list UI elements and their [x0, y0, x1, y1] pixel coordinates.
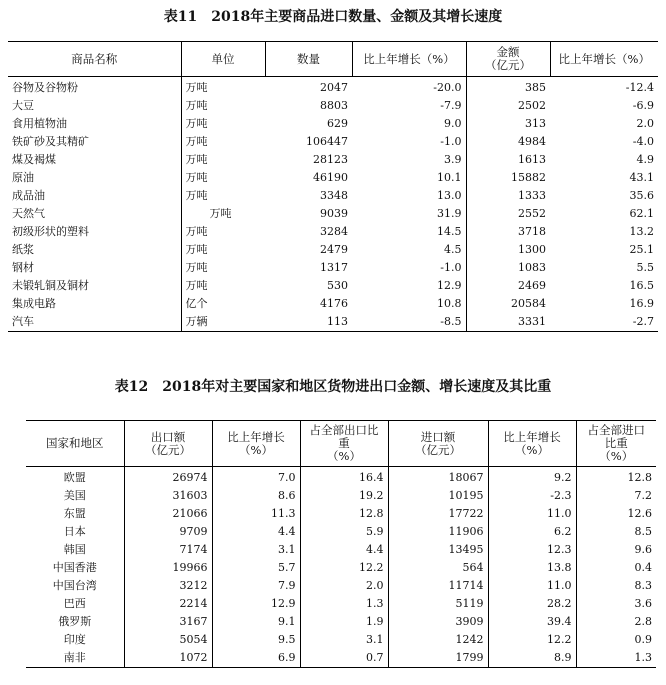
cell-name: 汽车 [12, 315, 34, 328]
cell-imp-growth: -2.3 [488, 487, 576, 505]
cell-amount: 1300 [466, 241, 550, 259]
header-export-l1: 出口额 [150, 429, 186, 444]
header-exp-share-l3: （%） [327, 449, 361, 463]
cell-exp-growth: 8.6 [212, 487, 300, 505]
cell-qty-growth: 31.9 [437, 207, 462, 220]
cell-imp-growth: 6.2 [488, 523, 576, 541]
table-row [26, 541, 656, 559]
header-amount-line2: （亿元） [485, 58, 531, 72]
cell-quantity: 46190 [313, 171, 348, 184]
table-row [26, 467, 656, 488]
header-exp-growth-l2: （%） [239, 442, 273, 457]
cell-exp-share: 12.2 [300, 559, 388, 577]
cell-amt-growth: -6.9 [632, 99, 654, 112]
cell-export: 26974 [124, 467, 212, 488]
cell-amount: 15882 [466, 169, 550, 187]
cell-quantity: 113 [327, 315, 348, 328]
cell-amt-growth: 5.5 [636, 261, 654, 274]
cell-import: 3909 [388, 613, 488, 631]
cell-export: 7174 [124, 541, 212, 559]
cell-import: 11906 [388, 523, 488, 541]
cell-unit: 万吨 [181, 187, 265, 205]
cell-imp-growth: 39.4 [488, 613, 576, 631]
cell-unit: 万吨 [181, 133, 265, 151]
cell-imp-growth: 11.0 [488, 577, 576, 595]
header-export-l2: （亿元） [145, 442, 191, 457]
cell-import: 13495 [388, 541, 488, 559]
header-import [388, 421, 488, 467]
cell-imp-share: 12.8 [576, 467, 656, 488]
header-imp-share [576, 421, 656, 467]
header-region: 国家和地区 [26, 421, 124, 467]
cell-amount: 2502 [466, 97, 550, 115]
cell-qty-growth: -1.0 [440, 261, 462, 274]
cell-name: 谷物及谷物粉 [12, 81, 78, 94]
header-imp-share-l2: 比重 [604, 436, 628, 450]
cell-quantity: 629 [327, 117, 348, 130]
table12-body [26, 467, 656, 668]
cell-amount: 2552 [466, 205, 550, 223]
table11-body [8, 77, 658, 332]
cell-amount: 20584 [466, 295, 550, 313]
cell-name: 食用植物油 [12, 117, 67, 130]
cell-amount: 1333 [466, 187, 550, 205]
cell-amt-growth: -12.4 [625, 81, 654, 94]
cell-import: 10195 [388, 487, 488, 505]
header-name: 商品名称 [8, 42, 181, 77]
table-row [8, 277, 658, 295]
cell-region: 印度 [63, 633, 86, 646]
cell-qty-growth: 3.9 [444, 153, 462, 166]
cell-imp-growth: 9.2 [488, 467, 576, 488]
cell-quantity: 3284 [320, 225, 348, 238]
cell-imp-share: 0.9 [576, 631, 656, 649]
cell-exp-share: 1.9 [300, 613, 388, 631]
cell-region: 韩国 [63, 543, 86, 556]
table-row [8, 187, 658, 205]
table-row [8, 169, 658, 187]
cell-qty-growth: 9.0 [444, 117, 462, 130]
header-amount-line1: 金额 [496, 45, 520, 59]
cell-name: 铁矿砂及其精矿 [12, 135, 89, 148]
cell-imp-growth: 28.2 [488, 595, 576, 613]
cell-amount: 4984 [466, 133, 550, 151]
cell-imp-growth: 12.2 [488, 631, 576, 649]
cell-exp-growth: 3.1 [212, 541, 300, 559]
cell-imp-growth: 13.8 [488, 559, 576, 577]
cell-import: 11714 [388, 577, 488, 595]
cell-export: 2214 [124, 595, 212, 613]
cell-amt-growth: 35.6 [629, 189, 654, 202]
cell-region: 欧盟 [63, 471, 86, 484]
table12 [26, 420, 656, 668]
cell-unit: 万吨 [181, 223, 265, 241]
table-row [8, 259, 658, 277]
cell-export: 5054 [124, 631, 212, 649]
header-import-l1: 进口额 [420, 429, 456, 444]
cell-export: 3212 [124, 577, 212, 595]
cell-unit: 万吨 [181, 169, 265, 187]
cell-imp-share: 3.6 [576, 595, 656, 613]
cell-qty-growth: -20.0 [433, 81, 462, 94]
cell-unit: 亿个 [181, 295, 265, 313]
cell-region: 中国香港 [52, 561, 97, 574]
table11-header-row [8, 42, 658, 77]
cell-region: 日本 [63, 525, 86, 538]
table-row [8, 241, 658, 259]
table-row [26, 523, 656, 541]
cell-amt-growth: 4.9 [636, 153, 654, 166]
header-import-l2: （亿元） [415, 442, 461, 457]
cell-region: 南非 [63, 651, 86, 664]
cell-exp-share: 12.8 [300, 505, 388, 523]
cell-qty-growth: -8.5 [440, 315, 462, 328]
cell-amount: 3718 [466, 223, 550, 241]
cell-name: 原油 [12, 171, 34, 184]
cell-import: 5119 [388, 595, 488, 613]
cell-exp-growth: 7.0 [212, 467, 300, 488]
cell-quantity: 1317 [320, 261, 348, 274]
cell-amt-growth: 2.0 [636, 117, 654, 130]
cell-export: 21066 [124, 505, 212, 523]
header-qty-growth: 比上年增长（%） [352, 42, 466, 77]
cell-exp-share: 3.1 [300, 631, 388, 649]
cell-imp-share: 2.8 [576, 613, 656, 631]
table-row [8, 205, 658, 223]
cell-qty-growth: 13.0 [437, 189, 462, 202]
cell-import: 1242 [388, 631, 488, 649]
table-row [26, 559, 656, 577]
cell-unit: 万吨 [181, 241, 265, 259]
cell-quantity: 28123 [313, 153, 348, 166]
cell-imp-growth: 11.0 [488, 505, 576, 523]
header-exp-share-l1: 占全部出口比 [309, 423, 379, 437]
header-unit: 单位 [181, 42, 265, 77]
cell-amount: 3331 [466, 313, 550, 332]
cell-export: 19966 [124, 559, 212, 577]
cell-exp-growth: 4.4 [212, 523, 300, 541]
cell-name: 天然气 [12, 207, 45, 220]
header-export [124, 421, 212, 467]
cell-amt-growth: 43.1 [629, 171, 654, 184]
header-amount [466, 42, 550, 77]
cell-exp-share: 1.3 [300, 595, 388, 613]
table-row [8, 151, 658, 169]
cell-name: 钢材 [12, 261, 34, 274]
cell-exp-share: 0.7 [300, 649, 388, 668]
table-row [26, 487, 656, 505]
cell-amount: 313 [466, 115, 550, 133]
table11-title: 表11 2018年主要商品进口数量、金额及其增长速度 [163, 9, 503, 25]
table-row [8, 133, 658, 151]
cell-import: 18067 [388, 467, 488, 488]
cell-import: 564 [388, 559, 488, 577]
table-row [26, 649, 656, 668]
table-row [26, 505, 656, 523]
cell-name: 未锻轧铜及铜材 [12, 279, 89, 292]
cell-imp-share: 1.3 [576, 649, 656, 668]
cell-amount: 2469 [466, 277, 550, 295]
cell-quantity: 2479 [320, 243, 348, 256]
cell-import: 17722 [388, 505, 488, 523]
header-imp-share-l1: 占全部进口 [587, 423, 645, 437]
cell-qty-growth: 10.1 [437, 171, 462, 184]
table-row [8, 295, 658, 313]
header-exp-share-l2: 重 [338, 436, 350, 450]
table-row [26, 577, 656, 595]
header-imp-growth-l2: （%） [515, 442, 549, 457]
cell-region: 东盟 [63, 507, 86, 520]
table-row [8, 115, 658, 133]
table11 [8, 41, 658, 332]
cell-export: 3167 [124, 613, 212, 631]
cell-unit: 万吨 [181, 205, 265, 223]
cell-name: 大豆 [12, 99, 34, 112]
cell-quantity: 530 [327, 279, 348, 292]
cell-quantity: 106447 [306, 135, 348, 148]
table-row [8, 77, 658, 98]
cell-name: 集成电路 [12, 297, 56, 310]
cell-region: 巴西 [63, 597, 86, 610]
cell-amt-growth: -2.7 [632, 315, 654, 328]
cell-quantity: 8803 [320, 99, 348, 112]
cell-exp-share: 5.9 [300, 523, 388, 541]
table-row [26, 613, 656, 631]
cell-name: 初级形状的塑料 [12, 225, 89, 238]
cell-qty-growth: 12.9 [437, 279, 462, 292]
cell-unit: 万吨 [181, 97, 265, 115]
table-row [8, 313, 658, 332]
cell-imp-growth: 8.9 [488, 649, 576, 668]
cell-quantity: 3348 [320, 189, 348, 202]
cell-import: 1799 [388, 649, 488, 668]
header-imp-growth-l1: 比上年增长 [503, 429, 561, 444]
cell-exp-growth: 11.3 [212, 505, 300, 523]
cell-qty-growth: -1.0 [440, 135, 462, 148]
cell-qty-growth: 10.8 [437, 297, 462, 310]
cell-imp-growth: 12.3 [488, 541, 576, 559]
header-exp-growth [212, 421, 300, 467]
cell-region: 俄罗斯 [58, 615, 92, 628]
cell-exp-growth: 7.9 [212, 577, 300, 595]
cell-unit: 万辆 [181, 313, 265, 332]
cell-amount: 385 [466, 77, 550, 98]
cell-qty-growth: 4.5 [444, 243, 462, 256]
cell-unit: 万吨 [181, 115, 265, 133]
header-exp-growth-l1: 比上年增长 [227, 429, 285, 444]
cell-amt-growth: 16.5 [629, 279, 654, 292]
cell-unit: 万吨 [181, 259, 265, 277]
cell-exp-share: 16.4 [300, 467, 388, 488]
cell-quantity: 4176 [320, 297, 348, 310]
cell-qty-growth: -7.9 [440, 99, 462, 112]
header-exp-share [300, 421, 388, 467]
cell-imp-share: 12.6 [576, 505, 656, 523]
cell-amount: 1083 [466, 259, 550, 277]
cell-amt-growth: 62.1 [629, 207, 654, 220]
cell-export: 31603 [124, 487, 212, 505]
header-amt-growth: 比上年增长（%） [550, 42, 658, 77]
header-imp-share-l3: （%） [599, 449, 634, 463]
cell-region: 美国 [63, 489, 86, 502]
cell-exp-growth: 9.1 [212, 613, 300, 631]
cell-exp-growth: 12.9 [212, 595, 300, 613]
cell-exp-share: 2.0 [300, 577, 388, 595]
cell-imp-share: 9.6 [576, 541, 656, 559]
table12-header-row [26, 421, 656, 467]
cell-quantity: 9039 [320, 207, 348, 220]
cell-amount: 1613 [466, 151, 550, 169]
cell-exp-growth: 5.7 [212, 559, 300, 577]
cell-amt-growth: 25.1 [629, 243, 654, 256]
cell-name: 煤及褐煤 [12, 153, 56, 166]
cell-unit: 万吨 [181, 77, 265, 98]
cell-imp-share: 8.5 [576, 523, 656, 541]
cell-imp-share: 8.3 [576, 577, 656, 595]
table-row [26, 595, 656, 613]
cell-exp-share: 19.2 [300, 487, 388, 505]
table-row [26, 631, 656, 649]
cell-exp-growth: 9.5 [212, 631, 300, 649]
cell-amt-growth: -4.0 [632, 135, 654, 148]
table-row [8, 223, 658, 241]
cell-quantity: 2047 [320, 81, 348, 94]
cell-region: 中国台湾 [52, 579, 97, 592]
table12-title: 表12 2018年对主要国家和地区货物进出口金额、增长速度及其比重 [114, 379, 552, 395]
cell-name: 纸浆 [12, 243, 34, 256]
cell-imp-share: 7.2 [576, 487, 656, 505]
cell-export: 1072 [124, 649, 212, 668]
cell-exp-share: 4.4 [300, 541, 388, 559]
cell-unit: 万吨 [181, 277, 265, 295]
cell-name: 成品油 [12, 189, 45, 202]
cell-amt-growth: 13.2 [629, 225, 654, 238]
table-row [8, 97, 658, 115]
header-quantity: 数量 [265, 42, 352, 77]
cell-qty-growth: 14.5 [437, 225, 462, 238]
cell-export: 9709 [124, 523, 212, 541]
header-imp-growth [488, 421, 576, 467]
cell-imp-share: 0.4 [576, 559, 656, 577]
cell-amt-growth: 16.9 [629, 297, 654, 310]
cell-exp-growth: 6.9 [212, 649, 300, 668]
cell-unit: 万吨 [181, 151, 265, 169]
